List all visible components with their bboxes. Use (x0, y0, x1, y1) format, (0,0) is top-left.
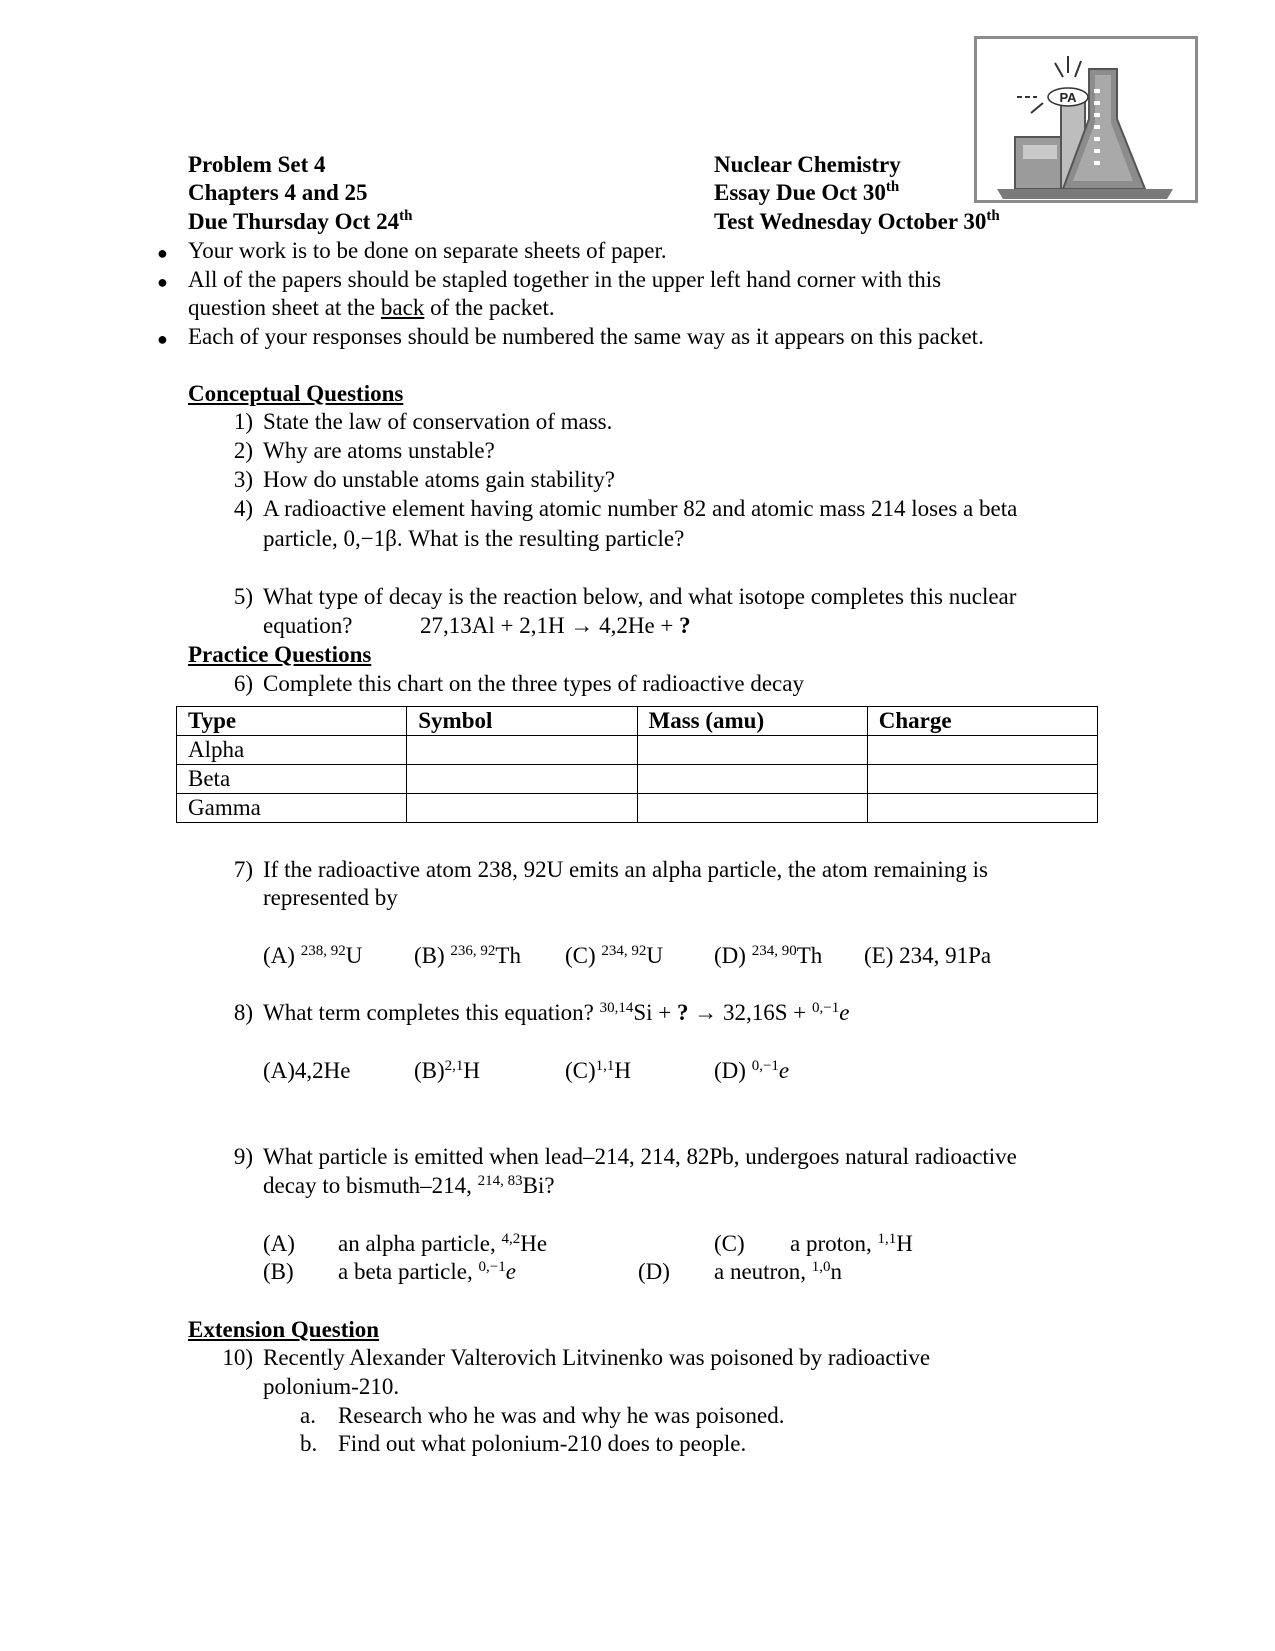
decay-chart-table (176, 706, 1098, 823)
row-label-alpha: Alpha (177, 736, 407, 765)
header-problem-set: Problem Set 4 (188, 152, 326, 177)
table-row (177, 794, 1098, 823)
option-8a: (A)4,2He (263, 1058, 351, 1083)
question-8: 8) What term completes this equation? $^{30,14}$Si + ? → 32,16S + $^{0,-1}$e (233, 1000, 850, 1025)
option-7e: (E) 234, 91Pa (864, 943, 992, 968)
practice-heading: Practice Questions (188, 642, 372, 667)
option-9d-label: (D) (638, 1259, 670, 1284)
extension-heading: Extension Question (188, 1317, 380, 1342)
option-8b: $(B)^{2,1}H$ (414, 1058, 481, 1083)
question-5: 5) What type of decay is the reaction below, and what isotope completes this nuclear (233, 584, 1017, 609)
subitem-b: Find out what polonium-210 does to people. (338, 1431, 747, 1456)
option-7b: (B) $^{236, 92}$Th (414, 943, 521, 968)
instruction-2-cont: question sheet at the back of the packet. (188, 295, 555, 320)
column-header-symbol: Symbol (407, 707, 637, 736)
question-4: 4) A radioactive element having atomic number 82 and atomic mass 214 loses a beta (233, 496, 1018, 521)
conceptual-heading: Conceptual Questions (188, 381, 404, 406)
bullet-icon: ● (157, 329, 168, 349)
chemistry-flask-icon (977, 39, 1195, 200)
option-7c: (C) $^{234, 92}$U (565, 943, 664, 968)
question-2: 2) Why are atoms unstable? (233, 438, 495, 463)
header-test-date: Test Wednesday October 30th (714, 208, 1000, 234)
row-label-beta: Beta (177, 765, 407, 794)
option-7d: (D) $^{234, 90}$Th (714, 943, 823, 968)
blank-cell (867, 736, 1097, 765)
question-10: 10) Recently Alexander Valterovich Litvinenko was poisoned by radioactive (222, 1345, 931, 1370)
instruction-3: Each of your responses should be numbered the same way as it appears on this packet. (188, 324, 984, 349)
column-header-charge: Charge (867, 707, 1097, 736)
question-4-cont: particle, 0,−1β. What is the resulting particle? (263, 526, 685, 551)
question-9: 9) What particle is emitted when lead–214, 214, 82Pb, undergoes natural radioactive (233, 1144, 1017, 1169)
instruction-1: Your work is to be done on separate sheets of paper. (188, 238, 667, 263)
question-7: 7) If the radioactive atom 238, 92U emits an alpha particle, the atom remaining is (233, 857, 988, 882)
blank-cell (407, 794, 637, 823)
instruction-2: All of the papers should be stapled together in the upper left hand corner with this (188, 267, 942, 292)
table-header-row (177, 707, 1098, 736)
blank-cell (407, 736, 637, 765)
option-7a: (A) $^{238, 92}$U (263, 943, 363, 968)
blank-cell (867, 794, 1097, 823)
blank-cell (867, 765, 1097, 794)
question-7-cont: represented by (263, 885, 398, 910)
option-8d: (D) $^{0,-1}$e (714, 1058, 790, 1083)
header-topic: Nuclear Chemistry (714, 152, 901, 177)
question-6: 6) Complete this chart on the three types of radioactive decay (233, 671, 804, 696)
header-essay-due: Essay Due Oct 30th (714, 179, 900, 205)
option-9c-label: (C) (714, 1231, 745, 1256)
option-9b-label: (B) (263, 1259, 294, 1284)
blank-cell (407, 765, 637, 794)
question-5-label: equation? (263, 613, 353, 638)
question-3: 3) How do unstable atoms gain stability? (233, 467, 615, 492)
subitem-b-label: b. (300, 1431, 318, 1456)
blank-cell (637, 765, 867, 794)
option-8c: $(C)^{1,1}H$ (565, 1058, 632, 1083)
option-9b: a beta particle, $^{0,-1}$e (338, 1259, 516, 1284)
subitem-a: Research who he was and why he was poisoned. (338, 1403, 785, 1428)
option-9d: a neutron, $^{1,0}$n (714, 1259, 842, 1284)
logo-text: PA (1059, 90, 1077, 105)
bullet-icon: ● (157, 243, 168, 263)
option-9a-label: (A) (263, 1231, 295, 1256)
question-5-equation: 27,13Al + 2,1H → 4,2He + ? (420, 613, 691, 638)
header-chapters: Chapters 4 and 25 (188, 180, 368, 205)
blank-cell (637, 794, 867, 823)
subitem-a-label: a. (300, 1403, 316, 1428)
column-header-mass: Mass (amu) (637, 707, 867, 736)
table-row (177, 736, 1098, 765)
question-1: 1) State the law of conservation of mass. (233, 409, 613, 434)
option-9a: an alpha particle, $^{4,2}$He (338, 1231, 548, 1256)
header-due-date: Due Thursday Oct 24th (188, 208, 413, 234)
question-9-cont: decay to bismuth–214, $^{214, 83}$Bi? (263, 1173, 555, 1198)
logo (974, 36, 1198, 203)
question-10-cont: polonium-210. (263, 1374, 400, 1399)
option-9c: a proton, $^{1,1}$H (790, 1231, 913, 1256)
bullet-icon: ● (157, 272, 168, 292)
table-row (177, 765, 1098, 794)
column-header-type: Type (177, 707, 407, 736)
row-label-gamma: Gamma (177, 794, 407, 823)
blank-cell (637, 736, 867, 765)
